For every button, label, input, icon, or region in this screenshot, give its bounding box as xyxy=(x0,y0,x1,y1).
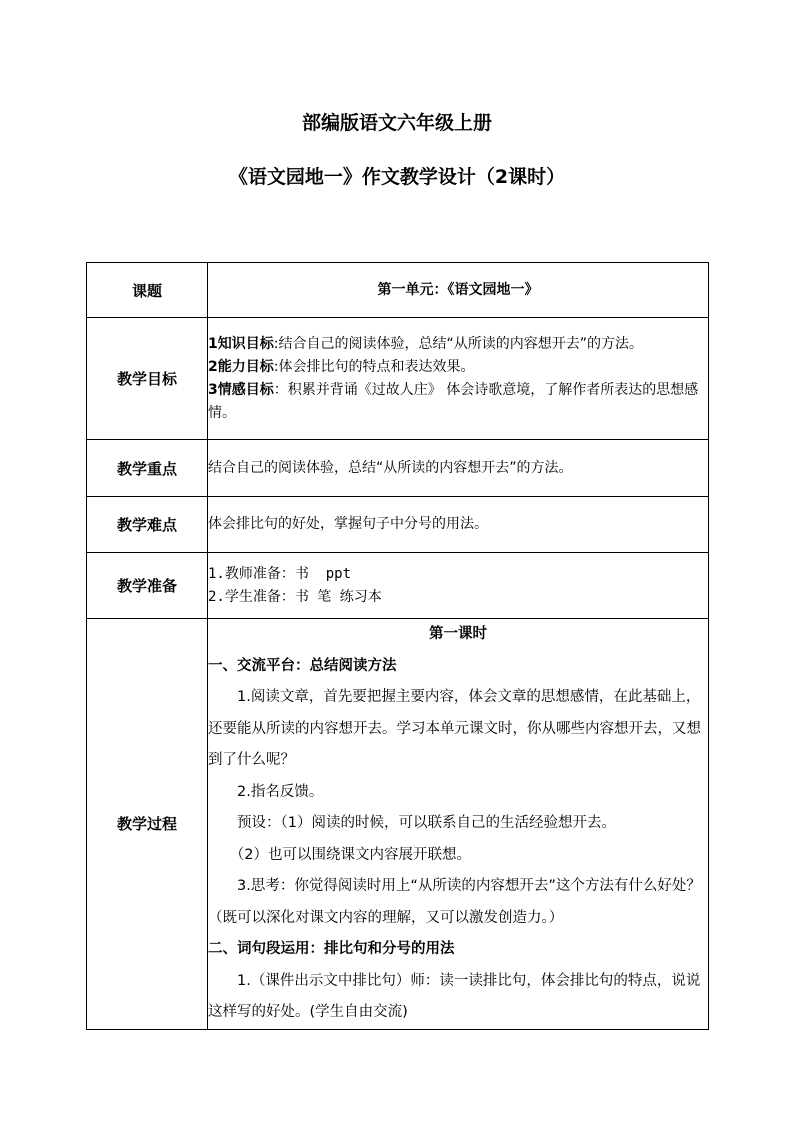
goals-content xyxy=(208,318,709,440)
lesson-plan-table xyxy=(86,262,709,1030)
lesson-heading: 第一课时 xyxy=(429,626,487,642)
key-point-label: 教学重点 xyxy=(87,440,208,497)
section-heading: 一、交流平台：总结阅读方法 xyxy=(208,657,397,674)
goals-row xyxy=(87,318,709,440)
preparation-label: 教学准备 xyxy=(87,553,208,619)
process-content xyxy=(208,619,709,1030)
key-point-value: 结合自己的阅读体验，总结“从所读的内容想开去”的方法。 xyxy=(208,440,709,497)
topic-row xyxy=(87,263,709,318)
goal-text: :结合自己的阅读体验，总结“从所读的内容想开去”的方法。 xyxy=(273,335,643,352)
goal-item xyxy=(208,379,708,425)
topic-value: 第一单元：《语文园地一》 xyxy=(208,263,709,318)
paragraph: 2.指名反馈。 xyxy=(237,783,324,800)
process-row xyxy=(87,619,709,1030)
key-point-row xyxy=(87,440,709,497)
preparation-content xyxy=(208,553,709,619)
goal-text: ：积累并背诵《过故人庄》 体会诗歌意境，了解作者所表达的思想感情。 xyxy=(208,381,699,421)
preparation-item: 2.学生准备：书 笔 练习本 xyxy=(208,588,382,605)
paragraph: 3.思考：你觉得阅读时用上“从所读的内容想开去”这个方法有什么好处？（既可以深化对课文内容的理解，又可以激发创造力。） xyxy=(208,878,701,926)
goal-prefix: 1知识目标 xyxy=(208,335,274,352)
paragraph: （2）也可以围绕课文内容展开联想。 xyxy=(229,846,471,863)
topic-label: 课题 xyxy=(87,263,208,318)
section-heading: 二、词句段运用：排比句和分号的用法 xyxy=(208,941,455,957)
document-subtitle: 《语文园地一》作文教学设计（2课时） xyxy=(228,166,566,188)
difficulty-label: 教学难点 xyxy=(87,497,208,553)
difficulty-value: 体会排比句的好处，掌握句子中分号的用法。 xyxy=(208,497,709,553)
document-title: 部编版语文六年级上册 xyxy=(301,112,492,134)
difficulty-row xyxy=(87,497,709,553)
process-label: 教学过程 xyxy=(87,619,208,1030)
paragraph: 预设：（1）阅读的时候，可以联系自己的生活经验想开去。 xyxy=(237,815,616,831)
preparation-row xyxy=(87,553,709,619)
goal-prefix: 2能力目标 xyxy=(208,358,274,375)
paragraph: 1.阅读文章，首先要把握主要内容，体会文章的思想感情，在此基础上，还要能从所读的内容想开去。学习本单元课文时，你从哪些内容想开去，又想到了什么呢？ xyxy=(208,689,701,768)
goal-text: :体会排比句的特点和表达效果。 xyxy=(273,358,475,375)
goal-item xyxy=(208,356,708,379)
goal-prefix: 3情感目标 xyxy=(208,381,274,398)
preparation-item: 1.教师准备：书 ppt xyxy=(208,565,352,582)
paragraph: 1.（课件出示文中排比句）师：读一读排比句，体会排比句的特点，说说这样写的好处。(学生自由交流) xyxy=(208,972,701,1020)
goals-label: 教学目标 xyxy=(87,318,208,440)
goal-item xyxy=(208,333,708,356)
